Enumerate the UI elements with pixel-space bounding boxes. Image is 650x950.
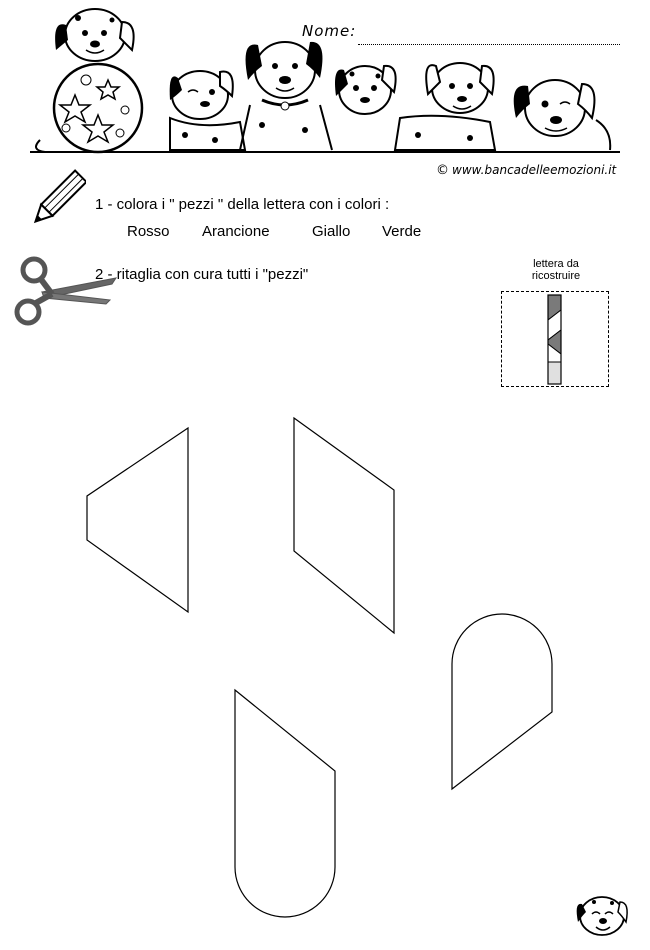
instruction-step-2: 2 - ritaglia con cura tutti i "pezzi" [95, 266, 309, 283]
reference-caption-line-2: ricostruire [531, 270, 581, 282]
copyright-symbol: © [436, 163, 449, 178]
piece-rounded-bottom[interactable] [235, 690, 335, 917]
piece-trapezoid[interactable] [87, 428, 188, 612]
color-name-verde: Verde [382, 223, 422, 240]
instruction-step-1: 1 - colora i " pezzi " della lettera con i colori : [95, 196, 390, 213]
piece-rounded-top[interactable] [452, 614, 552, 789]
puppy-face-icon [572, 888, 632, 942]
copyright-text: www.bancadelleemozioni.it [452, 163, 617, 177]
reference-caption-line-1: lettera da [533, 258, 579, 270]
color-name-giallo: Giallo [312, 223, 351, 240]
name-label: Nome: [302, 22, 357, 40]
color-name-rosso: Rosso [127, 223, 170, 240]
color-name-arancione: Arancione [202, 223, 270, 240]
piece-parallelogram[interactable] [294, 418, 394, 633]
